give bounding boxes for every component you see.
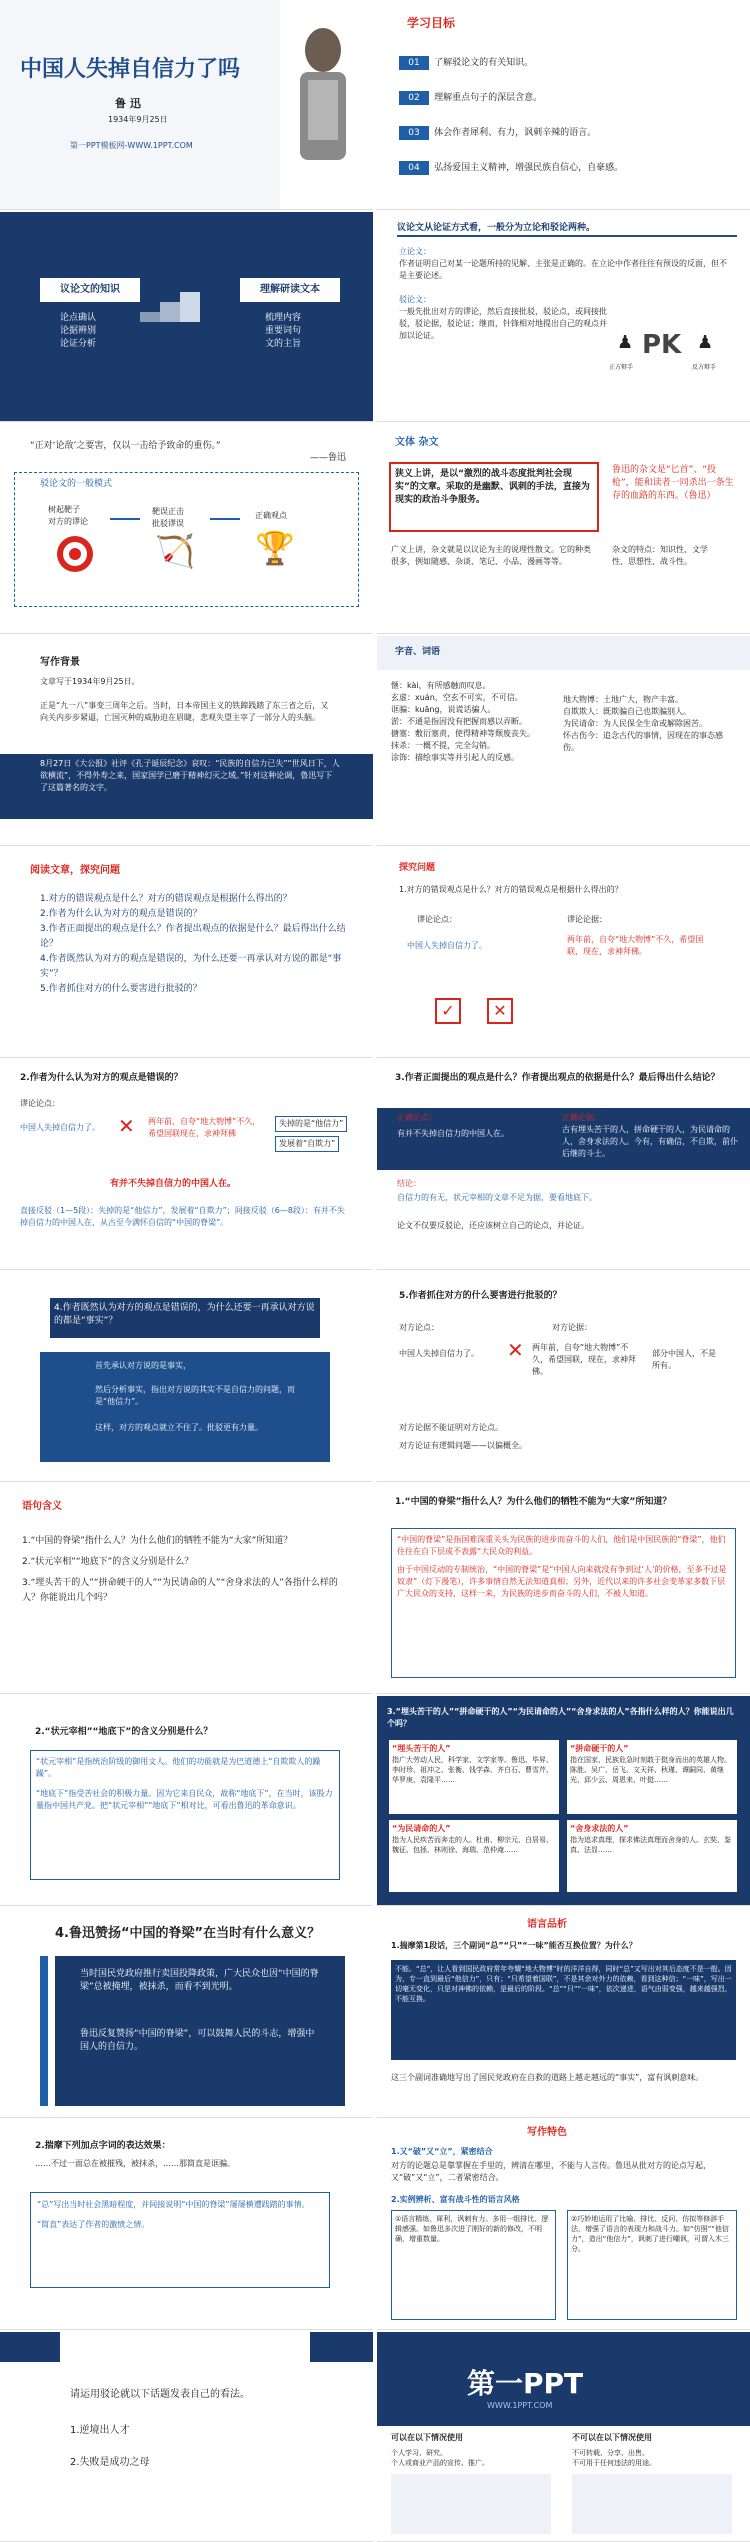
q1-evidence: 两年前，自夸“地大物博”不久，希望国联，现在，求神拜佛。	[567, 935, 704, 956]
flow-arrow	[110, 518, 140, 520]
slide-four-types	[377, 1696, 750, 1906]
license-ok-title: 可以在以下情况使用	[391, 2433, 463, 2442]
bg-date: 文章写于1934年9月25日。	[40, 677, 140, 686]
feature-2-box-a: ①语言精练、犀利，讽刺有力。多用一组排比、逻辑感强。如鲁迅多次进了刚好的新的修改，不明确，增重数量。	[391, 2210, 556, 2320]
q1-heading: 探究问题	[399, 863, 436, 873]
q4-answer-2: 然后分析事实，指出对方说的其实不是自信力的问题，而是“他信力”。	[95, 1385, 295, 1406]
corner-shape	[310, 2332, 373, 2362]
vocab-heading: 字音、词语	[395, 647, 441, 657]
quote: “正对‘论敌’之要害，仅以一击给予致命的重伤。”	[30, 441, 221, 451]
q1-label-evidence: 谬论论据：	[567, 915, 607, 924]
types-question: 3.“埋头苦干的人”“拼命硬干的人”“为民请命的人”“舍身求法的人”各指什么样的人？你能说出几个吗？	[387, 1707, 734, 1728]
slide-questions	[0, 848, 373, 1058]
language-heading: 语言品析	[527, 1919, 567, 1930]
q3-question: 3.作者正面提出的观点是什么？作者提出观点的依据是什么？最后得出什么结论？	[395, 1073, 720, 1083]
q2-box-1: 失掉的是“他信力”	[275, 1116, 347, 1132]
questions-heading: 阅读文章，探究问题	[30, 865, 120, 876]
text-lilun: 作者证明自己对某一论题所持的见解、主张是正确的。在立论中作者往往有预设的反面，但不是主要论述。	[399, 259, 727, 280]
debater-left-icon: ♟	[617, 332, 634, 353]
feature-2-box-b: ②巧妙地运用了比喻、排比、反问、仿拟等修辞手法，增强了语言的表现力和战斗力。如“仿照”“他信力”，造出“他信力”，讽刺了进行嘲讽，可谓入木三分。	[567, 2210, 737, 2320]
flow-step-3: 正确观点	[255, 511, 287, 520]
q3-evidence: 古有埋头苦干的人，拼命硬干的人，为民请命的人，舍身求法的人。今有，有确信，不自欺，前仆后继的斗士。	[562, 1125, 738, 1158]
license-no-title: 不可以在以下情况使用	[572, 2433, 652, 2442]
lesson-title: 中国人失掉自信力了吗	[20, 57, 241, 82]
stairs-icon	[140, 292, 200, 322]
q2-evidence: 两年前，自夸“地大物博”不久，希望国联现在，求神拜佛	[148, 1117, 261, 1138]
site-link[interactable]: 第一PPT模板网-WWW.1PPT.COM	[70, 141, 193, 150]
vocab-left: 愜：kài，有所感触而叹息。 玄虚：xuán，空玄不可实，不可信。 诓骗：kuāng，说谎话骗人。 淤：不通是指因没有把握而感以弄断。 搪塞：敷衍塞责，使得精神等颓废丧失。 抹杀：一概不提，完全勾销。 涂饰：描绘事实等并引起人的反感。	[391, 681, 535, 762]
slide-bolun-model	[0, 424, 373, 634]
q5-evidence: 两年前，自夸“地大物博”不久，希望国联，现在，求神拜佛。	[532, 1343, 636, 1376]
words-question: 2.揣摩下列加点字词的表达效果：	[35, 2141, 171, 2151]
type-card: “埋头苦干的人” 指广大劳动人民，科学家、文学家等。鲁迅、毕昇、李时珍、祖冲之、张衡、钱学森、齐白石、曹雪芹、华罗庚、袁隆平……	[389, 1740, 559, 1814]
slide-zhuangyuan	[0, 1696, 373, 1906]
author: 鲁 迅	[115, 97, 141, 110]
language-summary: 这三个副词准确地写出了国民党政府在自救的道路上越走越远的“事实”，富有讽刺意味。	[391, 2073, 704, 2082]
model-subtitle: 驳论文的一般模式	[40, 479, 113, 489]
pk-label-left: 正方辩手	[609, 364, 634, 371]
pk-label-right: 反方辩手	[692, 364, 717, 371]
slide-title	[0, 0, 373, 210]
slide-practice	[0, 2332, 373, 2542]
goal-item: 01 了解驳论文的有关知识。	[399, 50, 533, 70]
slide-overview	[0, 212, 373, 422]
practice-item: 1.逆境出人才	[70, 2425, 130, 2436]
questions-list: 1.对方的错误观点是什么？对方的错误观点是根据什么得出的？ 2.作者为什么认为对方的观点是错误的？ 3.作者正面提出的观点是什么？作者提出观点的依据是什么？最后得出什么结论？ 4.作者既然认为对方的观点是错误的，为什么还要一再承认对方说的都是“事实”？ 5.作者抓住对方的什么要害进行批驳的？	[40, 894, 346, 994]
language-answer: 不能。“总”，让人看到国民政府常年夸耀“地大物博”时的洋洋自得，同时“总”又写出对其后态度不是一般。因为，专一直到最后“他信力”，只有；“只希望着国联”，不是其余对外力的依赖，看到这种信；“一味”，写出一切毫无变化，只是对神佛的依赖，是最后的阶段。“总”“只”“一味”，依次递进，语气由弱变强，越来越强烈，不能互换。	[391, 1960, 736, 2060]
q5-analysis-2: 对方论证有逻辑问题——以偏概全。	[399, 1441, 527, 1450]
q2-label: 谬论论点：	[20, 1099, 60, 1108]
flow-step-2: 靶误正击 批驳谬误	[152, 507, 184, 528]
q2-box-2: 发展着“自欺力”	[275, 1136, 339, 1152]
bg-dagongbao: 8月27日《大公报》社评《孔子诞辰纪念》哀叹：“民族的自信力已失”“世风日下，人欲横流”，不得外寿之来，国家国学已磨于精神幻灭之域。”针对这种论调，鲁迅写下了这篇著名的文字。	[40, 759, 340, 792]
cross-icon: ✕	[507, 1338, 524, 1362]
slide-q4	[0, 1272, 373, 1482]
q3-conclusion: 自信力的有无，状元宰相的文章不足为据，要看地底下。	[397, 1193, 597, 1202]
bg-para: 正是“九一八”事变三周年之后。当时，日本帝国主义的铁蹄践踏了东三省之后，又向关内步步紧逼，亡国灭种的威胁迫在眉睫，悲观失望主宰了一部分人的头脑。	[40, 701, 329, 722]
link-list-right	[572, 2474, 732, 2534]
slide-features	[377, 2120, 750, 2330]
goal-item: 04 弘扬爱国主义精神，增强民族自信心，自豪感。	[399, 155, 623, 175]
type-card: “为民请命的人” 指为人民疾苦而奔走的人。杜甫、柳宗元、白居易、魏征、包拯、林则徐、海瑞、范仲淹……	[389, 1820, 559, 1892]
slide-significance	[0, 1908, 373, 2118]
cross-icon: ✕	[487, 998, 513, 1024]
brand-site[interactable]: WWW.1PPT.COM	[487, 2401, 553, 2410]
q5-label-evidence: 对方论据：	[552, 1323, 592, 1332]
cross-icon: ✕	[118, 1114, 135, 1138]
practice-item: 2.失败是成功之母	[70, 2457, 150, 2468]
target-icon	[55, 534, 95, 578]
license-no-list: 不可转载、分享、出售。 不可用于任何违法的用途。	[572, 2449, 656, 2467]
q1-question: 1.对方的错误观点是什么？对方的错误观点是根据什么得出的？	[399, 885, 623, 894]
winner-icon: 🏆	[255, 529, 295, 567]
label-bolun: 驳论文：	[399, 295, 431, 304]
zawen-box: 狭义上讲，是以“激烈的战斗态度批判社会现实”的文章。采取的是幽默、讽刺的手法，直接为现实的政治斗争服务。	[389, 462, 599, 532]
flow-arrow	[210, 518, 240, 520]
types-head: 议论文从论证方式看，一般分为立论和驳论两种。	[397, 222, 737, 237]
zawen-broad: 广义上讲，杂文就是以议论为主的说理性散文。它的种类很多，例如随感、杂谈、笔记、小品、漫画等等。	[391, 545, 591, 566]
type-card: “拼命硬干的人” 指在国家、民族危急时刻敢于挺身而出的英雄人物。陈胜、吴广、岳飞、文天祥、秋瑾、谭嗣同、黄继光、邱少云、周恩来、叶挺……	[567, 1740, 737, 1814]
q4-answer-3: 这样，对方的观点就立不住了。批驳更有力量。	[95, 1423, 263, 1432]
link-list-left	[391, 2474, 551, 2534]
feature-1-text: 对方的论题总是靠掌握在手里的，辨清在哪里，不能与人言传。鲁迅从批对方的论点写起，又“破”又“立”，二者紧密结合。	[391, 2161, 711, 2182]
archer-icon: 🏹	[155, 532, 195, 570]
slide-jiliang	[377, 1484, 750, 1694]
date: 1934年9月25日	[108, 115, 168, 124]
label-lilun: 立论文：	[399, 247, 431, 256]
words-box: “总”写出当时社会黑暗程度，并间接说明“中国的脊梁”屡屡横遭践踏的事情。 “简直”表达了作者的激愤之情。	[30, 2192, 330, 2288]
significance-title: 4.鲁迅赞扬“中国的脊梁”在当时有什么意义？	[55, 1926, 321, 1941]
corner-shape	[0, 2332, 60, 2362]
vocab-right: 地大物博：土地广大，物产丰富。 自欺欺人：既欺骗自己也欺骗别人。 为民请命：为人民保全生命或解除困苦。 怀古伤今：追念古代的事情，因现在的事态感伤。	[563, 695, 723, 752]
q2-question: 2.作者为什么认为对方的观点是错误的？	[20, 1073, 183, 1083]
knowledge-box: 议论文的知识	[40, 278, 140, 302]
goal-item: 02 理解重点句子的深层含意。	[399, 85, 542, 105]
words-sentence: ……不过一面总在被摧残，被抹杀，……那简直是诓骗。	[35, 2159, 235, 2168]
q5-note: 部分中国人，不是所有。	[652, 1349, 716, 1370]
slide-goals	[377, 0, 750, 210]
reading-list: 梳理内容 重要词句 文的主旨	[265, 313, 302, 349]
q3-point: 有并不失掉自信力的中国人在。	[397, 1129, 509, 1138]
type-card: “舍身求法的人” 指为追求真理，探求佛法真理而舍身的人。玄奘、鉴真、法显……	[567, 1820, 737, 1892]
q1-label-point: 谬论论点：	[417, 915, 457, 924]
q3-label-point: 正确论点：	[397, 1113, 437, 1122]
significance-p1: 当时国民党政府推行卖国投降政策，广大民众也因“中国的脊梁”总被掩埋，被抹杀，而看不到光明。	[80, 1969, 319, 1992]
slide-words	[0, 2120, 373, 2330]
goals-heading: 学习目标	[407, 16, 456, 30]
meaning-heading: 语句含义	[22, 1501, 62, 1512]
accent-bar	[40, 1956, 48, 2106]
slide-argument-types	[377, 212, 750, 422]
q5-label-point: 对方论点：	[399, 1323, 439, 1332]
bg-heading: 写作背景	[40, 657, 80, 668]
debater-right-icon: ♟	[697, 332, 714, 353]
q5-question: 5.作者抓住对方的什么要害进行批驳的？	[399, 1291, 562, 1301]
quote-author: ——鲁迅	[310, 453, 347, 463]
zawen-heading: 文体 杂文	[395, 437, 439, 448]
zhuangyuan-box: “状元宰相”是指统治阶级的御用文人。他们的功能就是为巴道德上“自欺欺人的躁躁”。 “地底下”指受苦社会的积极力量。因为它来自民众，故称“地底下”，在当时，该股力量指中国共产党。把“状元宰相”“地底下”相对比，可看出鲁迅的革命意识。	[30, 1750, 340, 1880]
q4-answer-1: 首先承认对方说的是事实，	[95, 1361, 191, 1370]
q2-conclusion: 有并不失掉自信力的中国人在。	[110, 1179, 237, 1189]
license-ok-list: 个人学习、研究。 个人或商业产品的宣传、推广。	[391, 2449, 489, 2467]
slide-meaning	[0, 1484, 373, 1694]
knowledge-list: 论点确认 论据辨别 论证分析	[60, 313, 97, 349]
feature-2-title: 2.实例辨析、富有战斗性的语言风格	[391, 2195, 520, 2204]
text-bolun: 一般先批出对方的谬论，然后直接批驳，驳论点，或间接批驳，驳论据，驳论证；继而，针锋相对地提出自己的观点并加以论证。	[399, 307, 607, 340]
slide-background	[0, 636, 373, 846]
slide-zawen	[377, 424, 750, 634]
portrait-image	[288, 20, 358, 160]
zawen-quote: 鲁迅的杂文是“匕首”、“投枪”，能和读者一同杀出一条生存的血路的东西。（鲁迅）	[612, 465, 734, 501]
check-icon: ✓	[435, 998, 461, 1024]
slide-q5	[377, 1272, 750, 1482]
q5-analysis-1: 对方论据不能证明对方论点。	[399, 1423, 503, 1432]
slide-license	[377, 2332, 750, 2542]
q1-point: 中国人失掉自信力了。	[407, 941, 487, 950]
meaning-list: 1.“中国的脊梁”指什么人？为什么他们的牺牲不能为“大家”所知道？ 2.“状元宰相”“地底下”的含义分别是什么？ 3.“埋头苦干的人”“拼命硬干的人”“为民请命的人”“舍身求法的人”各指什么样的人？你能说出几个吗？	[22, 1536, 338, 1603]
zhuangyuan-question: 2.“状元宰相”“地底下”的含义分别是什么？	[35, 1727, 213, 1737]
goal-item: 03 体会作者犀利、有力，讽刺辛辣的语言。	[399, 120, 596, 140]
language-question: 1.揣摩第1段话，三个副词“总”“只”“一味”能否互换位置？为什么？	[391, 1941, 637, 1950]
jiliang-question: 1.“中国的脊梁”指什么人？为什么他们的牺牲不能为“大家”所知道？	[395, 1497, 672, 1507]
q3-label-evidence: 正确论据：	[562, 1113, 602, 1122]
flow-step-1: 树起靶子 对方的谬论	[48, 505, 88, 526]
slide-language	[377, 1908, 750, 2118]
slide-vocab	[377, 636, 750, 846]
brand-logo: 第一PPT	[467, 2367, 584, 2400]
jiliang-box: “中国的脊梁”是指国难深重关头为民族的进步而奋斗的人们，他们是中国民族的“脊梁”，他们往往在自下层成不表露“大民众的利益。 由于中国反动的专制统治，“中国的脊梁”是“中国人向来就没有争到过‘人’的价格，至多不过是奴隶”（灯下漫笔），许多事情自然无法知道真相；另外，近代以来的许多社会变革家多数下层广大民众的支持，这样一来，为民族的进步而奋斗的人们，不被人知道。	[391, 1528, 736, 1678]
slide-q1	[377, 848, 750, 1058]
significance-p2: 鲁迅反复赞扬“中国的脊梁”，可以鼓舞人民的斗志，增强中国人的自信力。	[80, 2029, 315, 2052]
q4-box: 4.作者既然认为对方的观点是错误的，为什么还要一再承认对方说的都是“事实”？	[50, 1298, 320, 1338]
reading-box: 理解研读文本	[240, 278, 340, 302]
feature-1-title: 1.又“破”又“立”，紧密结合	[391, 2147, 493, 2156]
q3-label-conclusion: 结论：	[397, 1179, 421, 1188]
practice-prompt: 请运用驳论就以下话题发表自己的看法。	[70, 2389, 250, 2400]
slide-q3	[377, 1060, 750, 1270]
features-heading: 写作特色	[527, 2127, 567, 2138]
zawen-features: 杂文的特点：知识性、文学性、思想性、战斗性。	[612, 545, 708, 566]
q3-note: 论文不仅要反驳论，还应该树立自己的论点，并论证。	[397, 1221, 589, 1230]
q2-point: 中国人失掉自信力了。	[20, 1123, 100, 1132]
pk-logo: PK	[642, 330, 682, 360]
slide-q2	[0, 1060, 373, 1270]
q2-explain: 直接反驳（1—5段）：失掉的是“他信力”，发展着“自欺力”；间接反驳（6—8段）：有并不失掉自信力的中国人在，从古至今满怀自信的“中国的脊梁”。	[20, 1206, 345, 1227]
q5-point: 中国人失掉自信力了。	[399, 1349, 479, 1358]
